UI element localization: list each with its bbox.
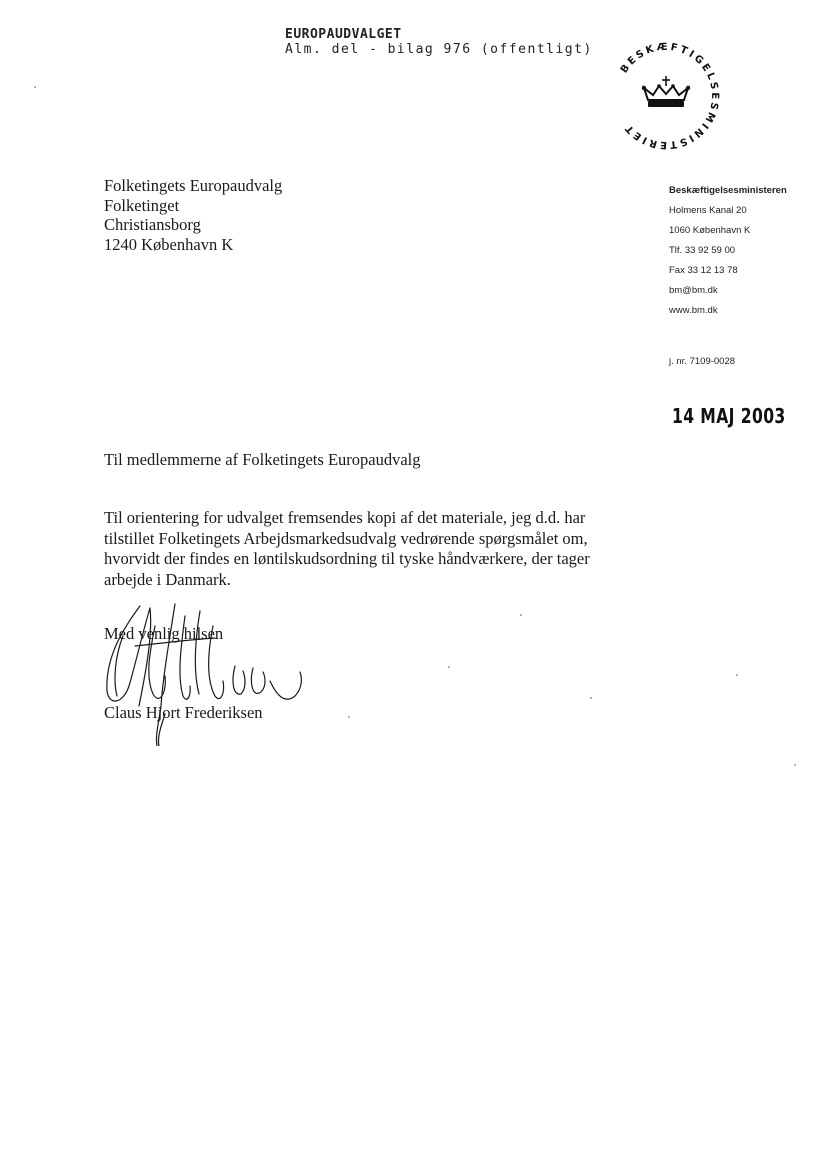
archive-stamp-subtitle: Alm. del - bilag 976 (offentligt) bbox=[285, 42, 593, 57]
letter-salutation: Til medlemmerne af Folketingets Europaudvalg bbox=[104, 450, 421, 469]
recipient-line: Folketinget bbox=[104, 195, 180, 215]
scan-speck bbox=[348, 716, 350, 718]
recipient-address bbox=[104, 176, 282, 254]
archive-stamp-title: EUROPAUDVALGET bbox=[285, 27, 402, 42]
sender-fax: Fax 33 12 13 78 bbox=[669, 265, 738, 276]
scan-speck bbox=[520, 614, 522, 616]
scan-speck bbox=[448, 666, 450, 668]
scan-speck bbox=[736, 674, 738, 676]
handwritten-signature bbox=[95, 596, 310, 746]
letter-closing: Med venlig hilsen bbox=[104, 624, 224, 643]
sender-postal: 1060 København K bbox=[669, 225, 751, 236]
recipient-line: Folketingets Europaudvalg bbox=[104, 176, 283, 195]
logo-ring-text: BESKÆFTIGELSESMINISTERIET bbox=[618, 41, 721, 150]
sender-address: Holmens Kanal 20 bbox=[669, 205, 747, 216]
sender-block bbox=[669, 181, 787, 321]
sender-web: www.bm.dk bbox=[669, 305, 718, 316]
ministry-logo bbox=[606, 40, 726, 150]
recipient-line: 1240 København K bbox=[104, 234, 234, 254]
sender-email: bm@bm.dk bbox=[669, 285, 718, 296]
date-stamp: 14 MAJ 2003 bbox=[672, 404, 786, 428]
crown-icon bbox=[642, 76, 690, 107]
letter-body: Til orientering for udvalget fremsendes kopi af det materiale, jeg d.d. har tilstillet Folketingets Arbejdsmarkedsudvalg vedrørende spørgsmålet om, hvorvidt der findes en løntilskudsordning til tyske håndværkere, der tager arbejde i Danmark. bbox=[104, 508, 590, 589]
sender-name: Beskæftigelsesministeren bbox=[669, 185, 787, 196]
scan-speck bbox=[34, 86, 36, 88]
scan-speck bbox=[794, 764, 796, 766]
sender-phone: Tlf. 33 92 59 00 bbox=[669, 245, 736, 256]
scan-speck bbox=[590, 697, 592, 699]
letter-signer: Claus Hjort Frederiksen bbox=[104, 703, 263, 722]
recipient-line: Christiansborg bbox=[104, 215, 201, 234]
journal-number: j. nr. 7109-0028 bbox=[669, 356, 736, 367]
archive-stamp bbox=[285, 27, 593, 57]
